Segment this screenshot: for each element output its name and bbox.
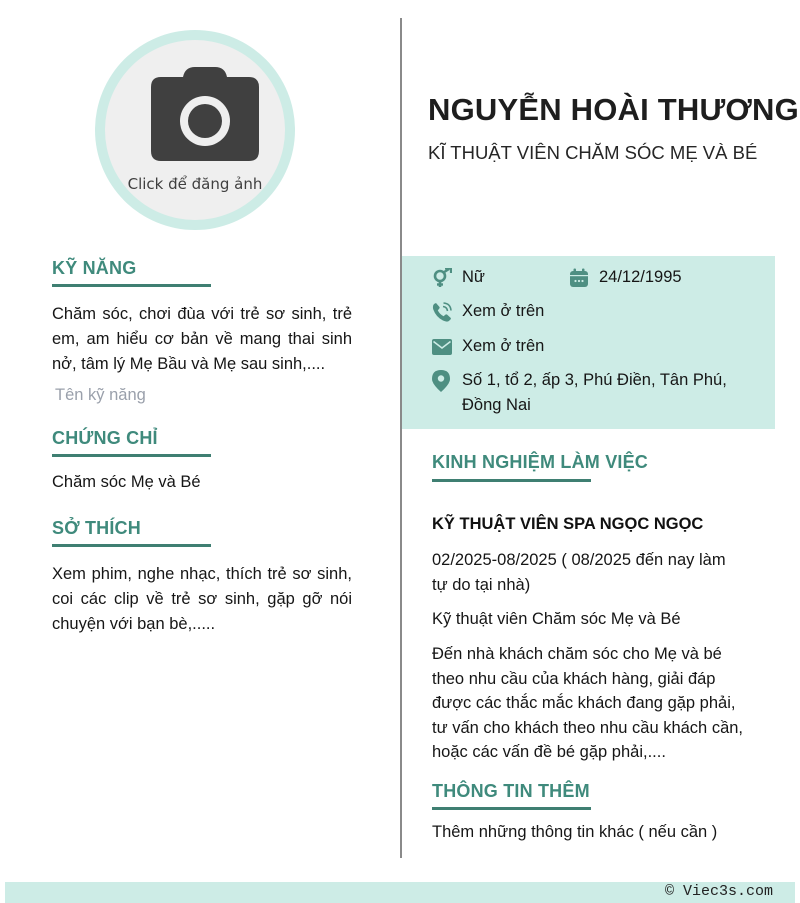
hobbies-title: SỞ THÍCH [52, 518, 141, 538]
phone-icon [432, 299, 462, 324]
experience-description[interactable]: Đến nhà khách chăm sóc cho Mẹ và bé theo nhu cầu của khách hàng, giải đáp được các thắc mắc khách đang gặp phải, tư vấn cho khách theo nhu cầu khách cần, hoặc các vấn đề bé gặp phải,.... [432, 645, 744, 761]
candidate-name[interactable]: NGUYỄN HOÀI THƯƠNG [428, 92, 799, 127]
skills-text[interactable]: Chăm sóc, chơi đùa với trẻ sơ sinh, trẻ em, am hiểu cơ bản về mang thai sinh nở, tâm lý Mẹ Bầu và Mẹ sau sinh,.... [52, 305, 352, 373]
experience-position[interactable]: Kỹ thuật viên Chăm sóc Mẹ và Bé [432, 610, 681, 628]
additional-info-section [432, 781, 762, 845]
email-value: Xem ở trên [462, 337, 545, 355]
birthday-value: 24/12/1995 [599, 268, 682, 286]
phone-row[interactable] [432, 299, 544, 324]
section-underline [432, 479, 591, 482]
skills-section [52, 258, 352, 405]
column-divider [400, 18, 402, 858]
phone-value: Xem ở trên [462, 302, 545, 320]
address-row[interactable] [432, 368, 727, 418]
job-title[interactable]: KĨ THUẬT VIÊN CHĂM SÓC MẸ VÀ BÉ [428, 142, 758, 163]
hobbies-section [52, 518, 352, 637]
calendar-icon [569, 265, 599, 290]
copyright-text: © Viec3s.com [664, 883, 773, 900]
section-underline [52, 454, 211, 457]
experience-title: KINH NGHIỆM LÀM VIỆC [432, 452, 649, 472]
certificates-section [52, 428, 352, 495]
experience-period[interactable]: 02/2025-08/2025 ( 08/2025 đến nay làm tự do tại nhà) [432, 551, 726, 594]
avatar-upload[interactable] [95, 30, 295, 230]
additional-info-title: THÔNG TIN THÊM [432, 781, 590, 801]
address-value: Số 1, tổ 2, ấp 3, Phú Điền, Tân Phú, Đồng Nai [462, 371, 727, 414]
avatar-placeholder[interactable] [105, 40, 285, 220]
camera-icon [151, 67, 259, 161]
additional-info-text[interactable]: Thêm những thông tin khác ( nếu cần ) [432, 823, 718, 841]
experience-company[interactable]: KỸ THUẬT VIÊN SPA NGỌC NGỌC [432, 515, 704, 533]
gender-icon [432, 265, 462, 290]
gender-value: Nữ [462, 268, 485, 286]
location-pin-icon [432, 368, 462, 393]
section-underline [432, 807, 591, 810]
certificates-title: CHỨNG CHỈ [52, 428, 158, 448]
birthday-row[interactable] [569, 265, 682, 290]
email-row[interactable] [432, 334, 544, 359]
upload-photo-label[interactable]: Click để đăng ảnh [127, 175, 263, 193]
contact-info-box [402, 256, 775, 429]
footer-bar [5, 882, 795, 903]
certificate-item[interactable]: Chăm sóc Mẹ và Bé [52, 473, 201, 491]
section-underline [52, 284, 211, 287]
email-icon [432, 334, 462, 359]
experience-section [432, 452, 762, 765]
gender-row[interactable] [432, 265, 485, 290]
hobbies-text[interactable]: Xem phim, nghe nhạc, thích trẻ sơ sinh, coi các clip về trẻ sơ sinh, gặp gỡ nói chuyện với bạn bè,..... [52, 565, 352, 633]
skill-name-input[interactable]: Tên kỹ năng [55, 386, 146, 404]
skills-title: KỸ NĂNG [52, 258, 137, 278]
section-underline [52, 544, 211, 547]
